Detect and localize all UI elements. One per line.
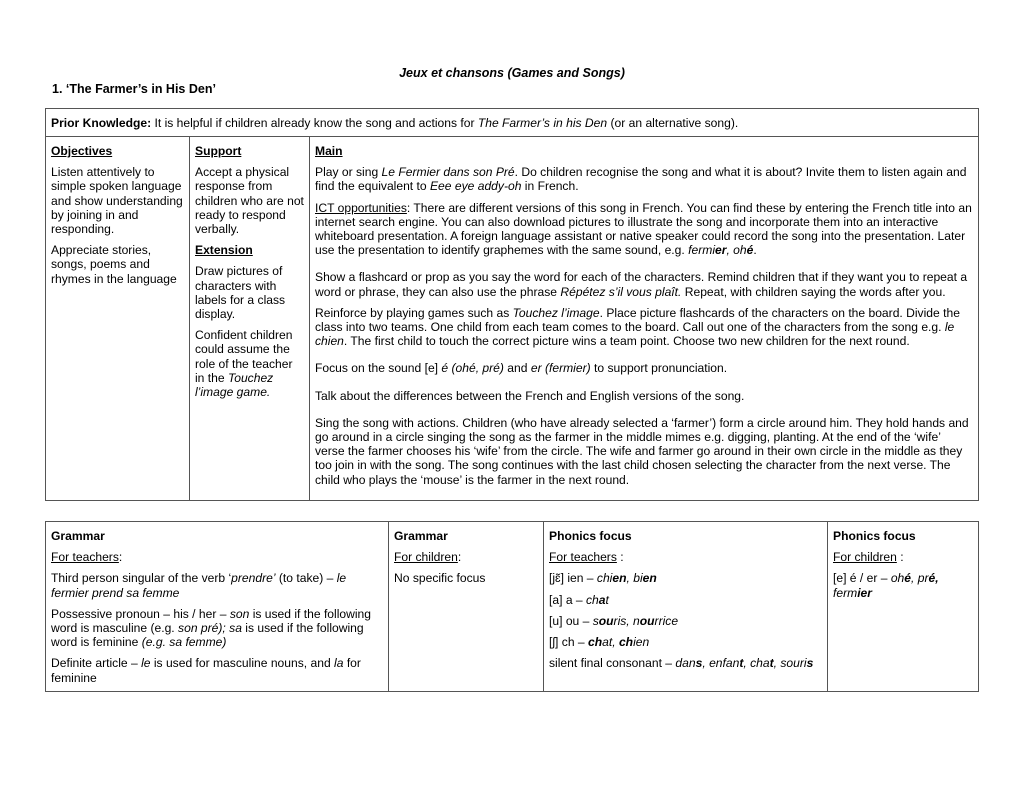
- grammar-heading: Grammar: [394, 529, 448, 543]
- grammar-point: Definite article – le is used for masculine nouns, and la for feminine: [51, 656, 361, 685]
- main-paragraph: Sing the song with actions. Children (who have already selected a ‘farmer’) form a circle around him. They hold hands and go around in a circle singing the song as the farmer in the middle mimes e.g. digging, planting. At the end of the ‘wife’ verse the farmer chooses his ‘wife’ from the circle. The wife and farmer go around in their own circle in the middle as they too join in with the song. The song continues with the last child chosen selecting the character from the next verse. The child who plays the ‘mouse’ is the farmer in the next round.: [315, 415, 969, 487]
- main-paragraph: Focus on the sound [e] é (ohé, pré) and er (fermier) to support pronunciation.: [315, 361, 728, 376]
- grammar-point: Third person singular of the verb ‘prendre’ (to take) – le fermier prend sa femme: [51, 571, 347, 600]
- objectives-cell: [46, 137, 190, 501]
- phonics-heading: Phonics focus: [549, 529, 632, 543]
- phonics-line: [a] a – chat: [549, 592, 609, 607]
- phonics-teachers-cell: [544, 522, 828, 692]
- prior-knowledge-cell: [46, 109, 979, 137]
- main-paragraph: ICT opportunities: There are different versions of this song in French. You can find these by entering the French title into an internet search engine. You can also download pictures to illustrate the song and incorporate them into an interactive whiteboard presentation. A foreign language assistant or native speaker could record the song into the presentation. Later use the presentation to identify graphemes with the same sound, e.g. fermier, ohé.: [315, 200, 972, 258]
- main-heading: Main: [315, 144, 343, 158]
- grammar-point: Possessive pronoun – his / her – son is used if the following word is masculine (e.g. son pré); sa is used if the following word is feminine (e.g. sa femme): [51, 606, 372, 650]
- grammar-teachers-cell: [46, 522, 389, 692]
- document-title: Jeux et chansons (Games and Songs): [399, 66, 625, 80]
- extension-heading: Extension: [195, 243, 253, 258]
- section-title: 1. ‘The Farmer’s in His Den’: [52, 82, 216, 96]
- objective-item: Appreciate stories, songs, poems and rhymes in the language: [51, 243, 177, 286]
- objective-item: Listen attentively to simple spoken language and show understanding by joining in and responding.: [51, 165, 183, 237]
- prior-knowledge-text: It is helpful if children already know the song and actions for: [151, 116, 478, 130]
- support-heading: Support: [195, 144, 242, 158]
- support-text: Accept a physical response from children who are not ready to respond verbally.: [195, 165, 304, 237]
- focus-table: [45, 521, 979, 692]
- phonics-line: [jɛ̃] ien – chien, bien: [549, 571, 657, 586]
- support-cell: [190, 137, 310, 501]
- audience-label: For children :: [833, 550, 904, 565]
- prior-knowledge-row: [46, 109, 979, 137]
- prior-knowledge-label: Prior Knowledge:: [51, 116, 152, 130]
- grammar-heading: Grammar: [51, 529, 105, 543]
- focus-row: [46, 522, 979, 692]
- main-cell: [310, 137, 979, 501]
- extension-item: Draw pictures of characters with labels for a class display.: [195, 264, 286, 322]
- phonics-line: [u] ou – souris, nourrice: [549, 613, 679, 628]
- audience-label: For children:: [394, 550, 462, 565]
- lesson-plan-table: [45, 108, 979, 501]
- audience-label: For teachers :: [549, 550, 624, 565]
- objectives-heading: Objectives: [51, 144, 113, 158]
- main-paragraph: Show a flashcard or prop as you say the word for each of the characters. Remind children that if they want you to repeat a word or phrase, they can also use the phrase Répétez s’il vous plaît. Repeat, with children saying the words after you.: [315, 270, 968, 299]
- prior-knowledge-text-end: (or an alternative song).: [607, 116, 739, 130]
- audience-label: For teachers:: [51, 550, 123, 565]
- extension-item: Confident children could assume the role of the teacher in the Touchez l’image game.: [195, 328, 293, 400]
- grammar-children-cell: [389, 522, 544, 692]
- main-paragraph: Reinforce by playing games such as Touchez l’image. Place picture flashcards of the characters on the board. Divide the class into two teams. One child from each team comes to the board. Call out one of the characters from the song e.g. le chien. The first child to touch the correct picture wins a team point. Choose two new children for the next round.: [315, 305, 960, 349]
- phonics-children-cell: [828, 522, 979, 692]
- song-title: The Farmer’s in his Den: [477, 116, 608, 130]
- phonics-line: [e] é / er – ohé, pré, fermier: [833, 571, 939, 600]
- grammar-note: No specific focus: [394, 571, 486, 586]
- main-paragraph: Talk about the differences between the French and English versions of the song.: [315, 388, 745, 403]
- main-paragraph: Play or sing Le Fermier dans son Pré. Do children recognise the song and what it is about? Invite them to listen again and find the equivalent to Eee eye addy-oh in French.: [315, 165, 967, 194]
- phonics-line: silent final consonant – dans, enfant, chat, souris: [549, 656, 814, 671]
- phonics-line: [ʃ] ch – chat, chien: [549, 635, 650, 650]
- activities-row: [46, 137, 979, 501]
- phonics-heading: Phonics focus: [833, 529, 916, 543]
- ict-label: ICT opportunities: [315, 200, 407, 215]
